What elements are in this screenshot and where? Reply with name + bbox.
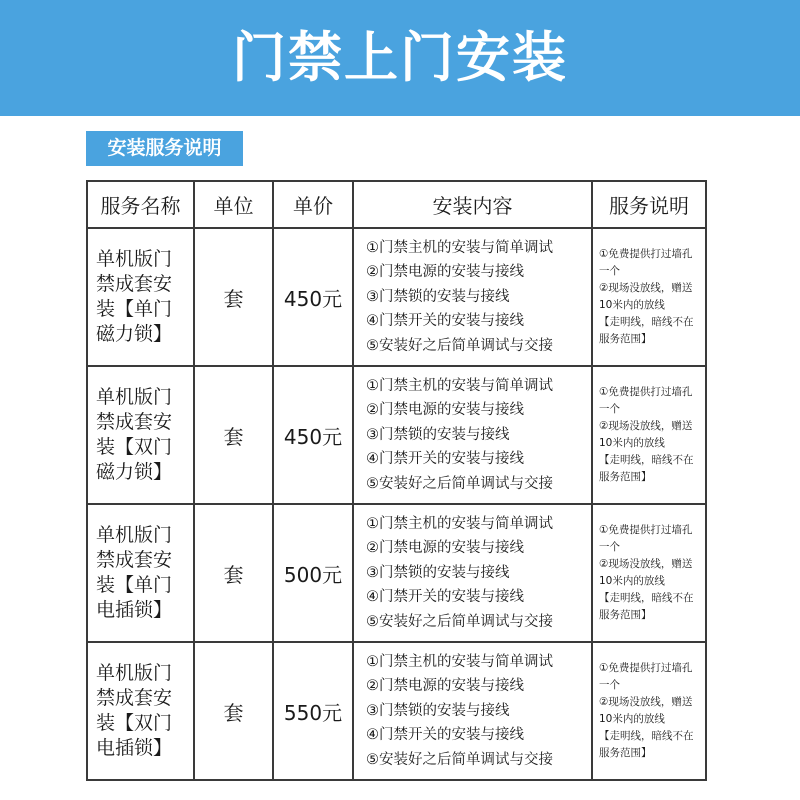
note-cell <box>592 504 706 642</box>
content-item: ④门禁开关的安装与接线 <box>366 313 524 330</box>
content-item: ⑤安装好之后简单调试与交接 <box>366 337 553 354</box>
table-row <box>87 366 706 504</box>
note-item: ②现场没放线，赠送10米内的放线 <box>599 282 693 311</box>
price-cell: 450元 <box>273 228 353 366</box>
price-cell: 550元 <box>273 642 353 780</box>
price-cell: 450元 <box>273 366 353 504</box>
content-item: ⑤安装好之后简单调试与交接 <box>366 475 553 492</box>
table-header-row <box>87 181 706 228</box>
content-cell <box>353 228 592 366</box>
table-row <box>87 504 706 642</box>
note-item: 【走明线，暗线不在服务范围】 <box>599 592 694 621</box>
section-label: 安装服务说明 <box>86 131 243 166</box>
content-item: ④门禁开关的安装与接线 <box>366 727 524 744</box>
content-item: ②门禁电源的安装与接线 <box>366 402 524 419</box>
content-cell <box>353 366 592 504</box>
content-item: ④门禁开关的安装与接线 <box>366 451 524 468</box>
unit-cell: 套 <box>194 366 273 504</box>
content-item: ①门禁主机的安装与简单调试 <box>366 377 553 394</box>
service-name-cell: 单机版门禁成套安装【单门磁力锁】 <box>87 228 194 366</box>
note-item: 【走明线，暗线不在服务范围】 <box>599 454 694 483</box>
note-item: 【走明线，暗线不在服务范围】 <box>599 316 694 345</box>
note-item: ②现场没放线，赠送10米内的放线 <box>599 558 693 587</box>
content-item: ③门禁锁的安装与接线 <box>366 702 510 719</box>
service-name-cell: 单机版门禁成套安装【双门电插锁】 <box>87 642 194 780</box>
note-item: ①免费提供打过墙孔一个 <box>599 662 693 691</box>
content-item: ③门禁锁的安装与接线 <box>366 426 510 443</box>
note-cell <box>592 642 706 780</box>
content-item: ③门禁锁的安装与接线 <box>366 564 510 581</box>
note-item: ②现场没放线，赠送10米内的放线 <box>599 420 693 449</box>
content-item: ②门禁电源的安装与接线 <box>366 540 524 557</box>
content-item: ②门禁电源的安装与接线 <box>366 678 524 695</box>
note-cell <box>592 228 706 366</box>
content-item: ②门禁电源的安装与接线 <box>366 264 524 281</box>
unit-cell: 套 <box>194 642 273 780</box>
content-cell <box>353 504 592 642</box>
unit-cell: 套 <box>194 228 273 366</box>
note-cell <box>592 366 706 504</box>
note-item: ①免费提供打过墙孔一个 <box>599 386 693 415</box>
column-header-price: 单价 <box>273 181 353 228</box>
content-item: ①门禁主机的安装与简单调试 <box>366 653 553 670</box>
column-header-note: 服务说明 <box>592 181 706 228</box>
service-name-cell: 单机版门禁成套安装【单门电插锁】 <box>87 504 194 642</box>
price-cell: 500元 <box>273 504 353 642</box>
content-item: ①门禁主机的安装与简单调试 <box>366 515 553 532</box>
column-header-unit: 单位 <box>194 181 273 228</box>
service-table <box>86 180 707 781</box>
column-header-content: 安装内容 <box>353 181 592 228</box>
page-title: 门禁上门安装 <box>232 26 568 89</box>
content-item: ③门禁锁的安装与接线 <box>366 288 510 305</box>
content-item: ①门禁主机的安装与简单调试 <box>366 239 553 256</box>
content-item: ④门禁开关的安装与接线 <box>366 589 524 606</box>
table-row <box>87 642 706 780</box>
content-cell <box>353 642 592 780</box>
table-row <box>87 228 706 366</box>
column-header-service-name: 服务名称 <box>87 181 194 228</box>
note-item: ②现场没放线，赠送10米内的放线 <box>599 696 693 725</box>
content-item: ⑤安装好之后简单调试与交接 <box>366 613 553 630</box>
service-name-cell: 单机版门禁成套安装【双门磁力锁】 <box>87 366 194 504</box>
note-item: ①免费提供打过墙孔一个 <box>599 524 693 553</box>
unit-cell: 套 <box>194 504 273 642</box>
content-item: ⑤安装好之后简单调试与交接 <box>366 751 553 768</box>
note-item: ①免费提供打过墙孔一个 <box>599 248 693 277</box>
note-item: 【走明线，暗线不在服务范围】 <box>599 730 694 759</box>
